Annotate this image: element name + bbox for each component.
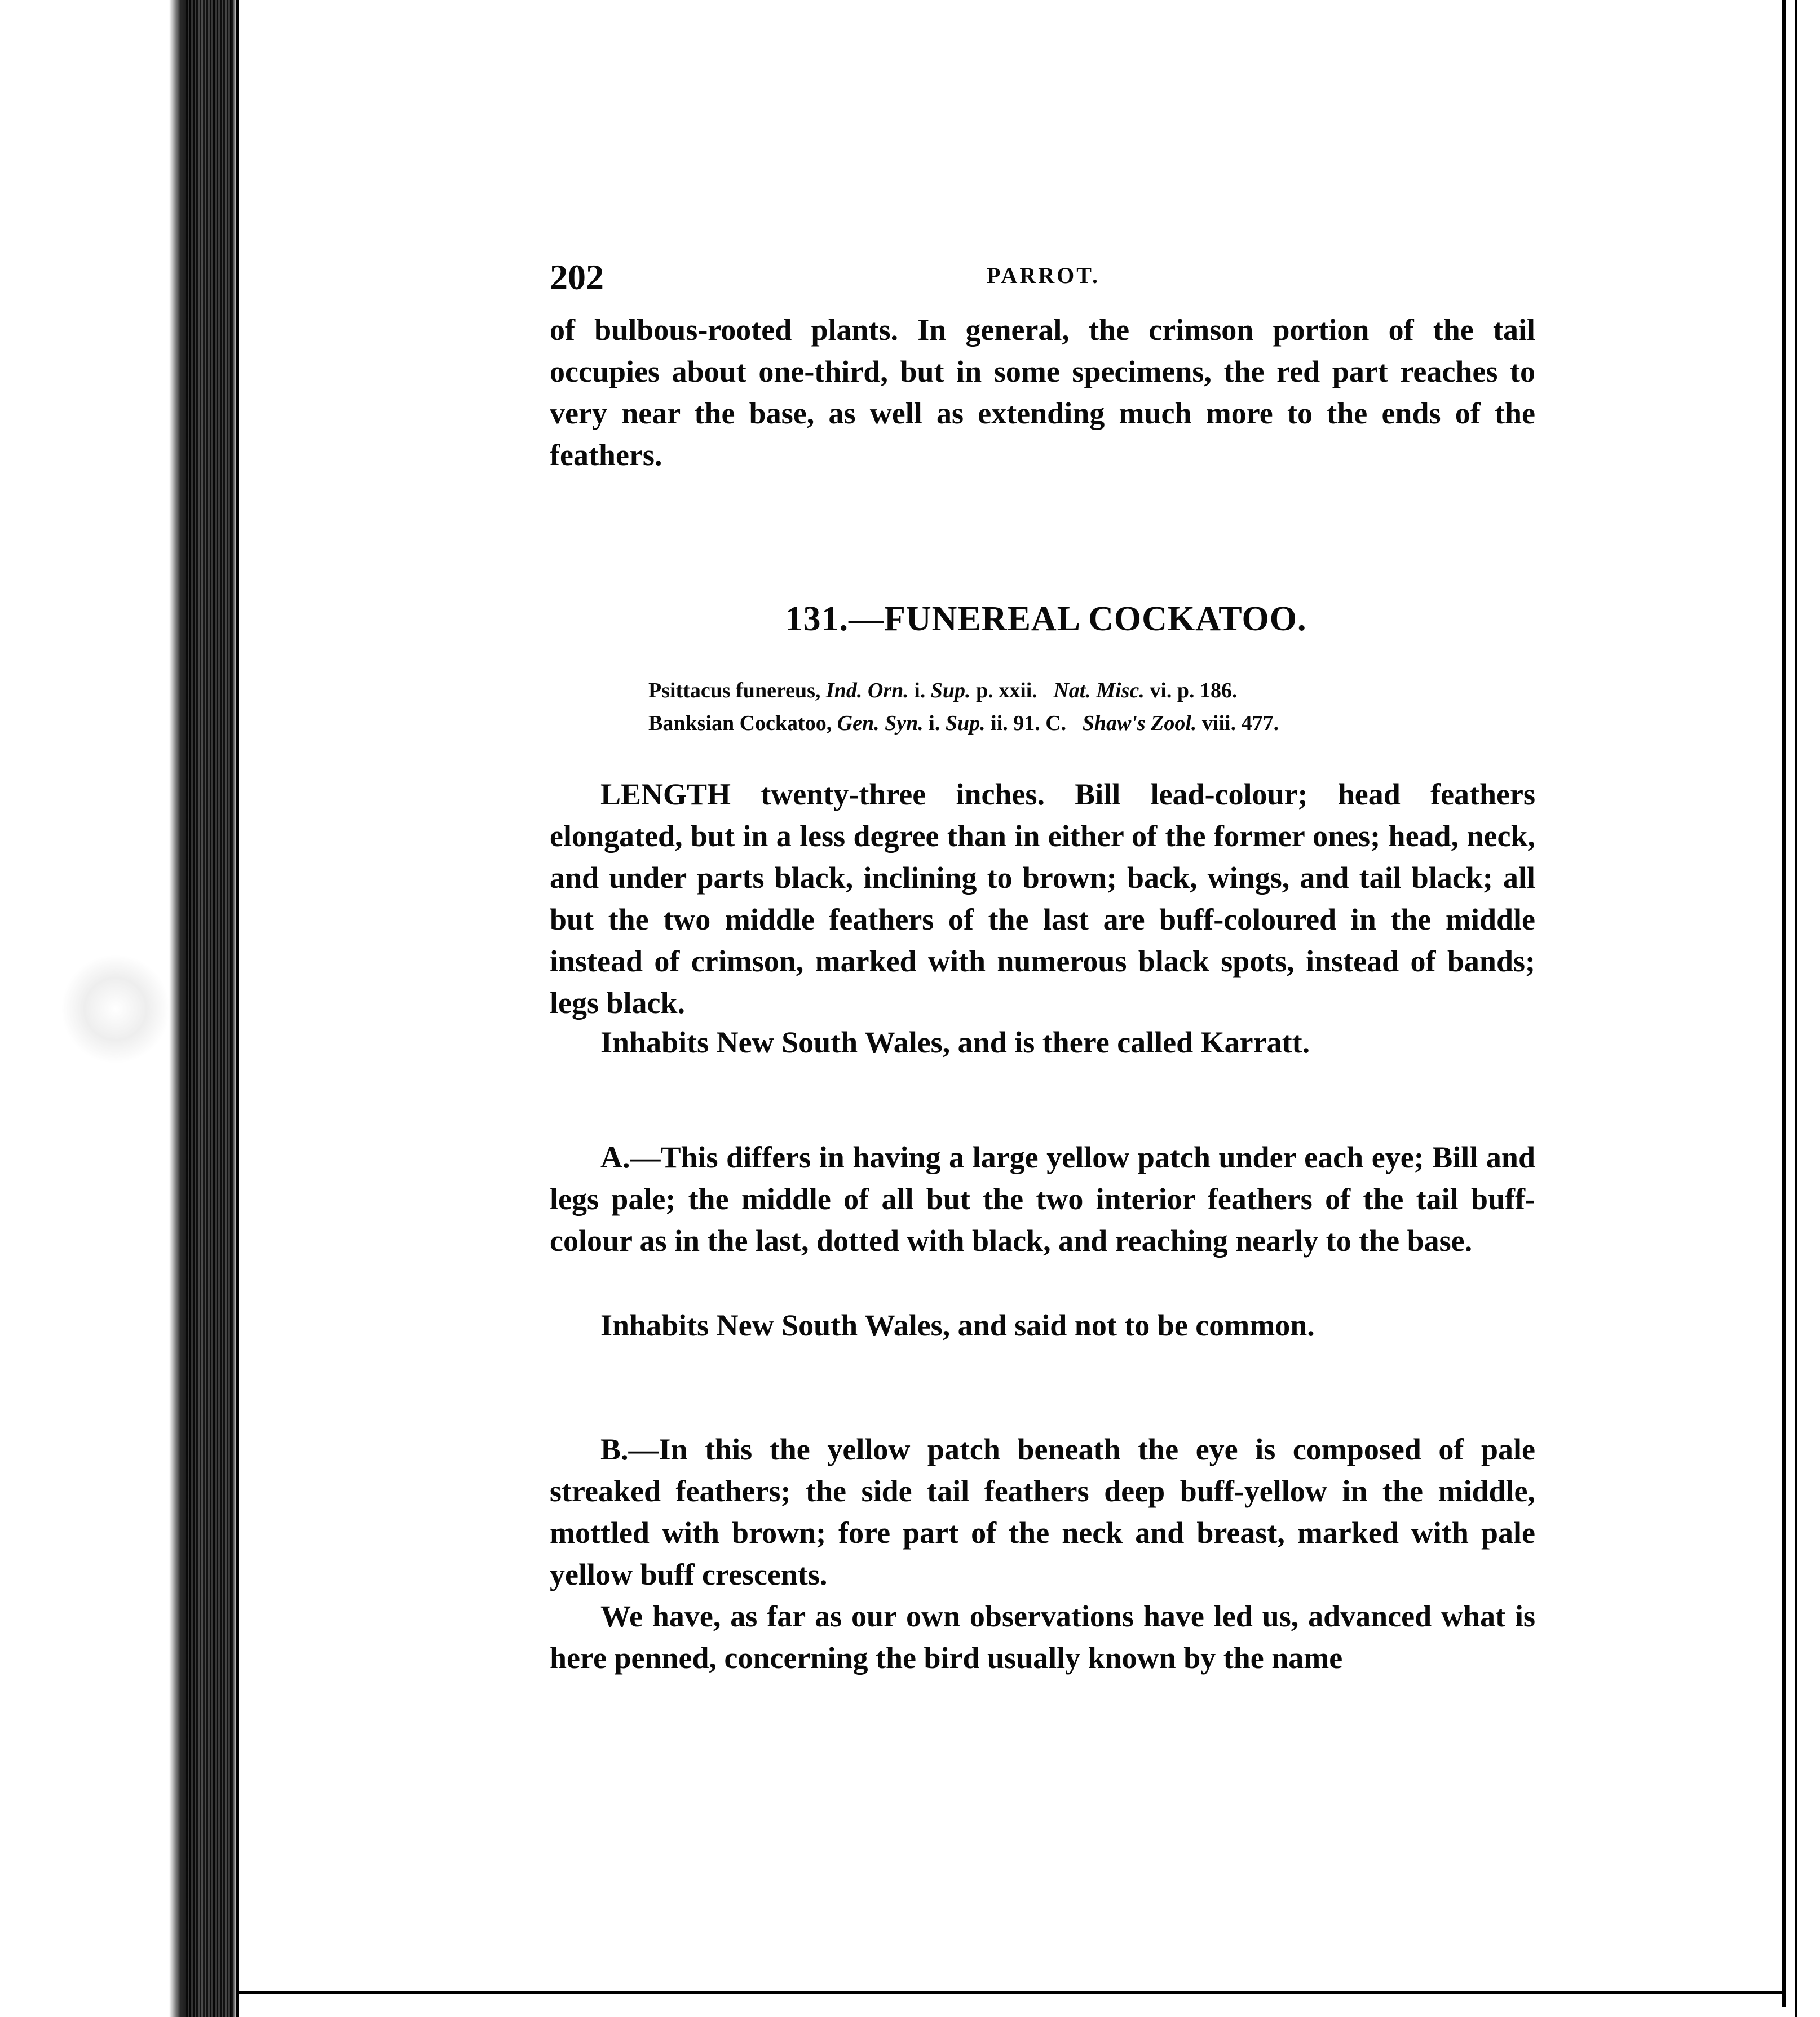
page-number: 202 xyxy=(550,257,604,297)
paragraph-continuation: of bulbous-rooted plants. In general, the crimson portion of the tail occupies about one-third, but in some specimens, the red part reaches to very near the base, as well as extending much more to the ends of the feathers. xyxy=(550,313,1535,472)
page-right-edge xyxy=(1782,0,1786,2007)
synonym-ref: Sup. xyxy=(945,711,986,735)
paragraph-closing: We have, as far as our own observations have led us, advanced what is here penned, concerning the bird usually known by the name xyxy=(550,1599,1535,1675)
synonym-ref: Nat. Misc. xyxy=(1053,679,1145,702)
synonym-ref-detail: i. xyxy=(914,679,926,702)
synonym-ref-detail: vi. p. 186. xyxy=(1150,679,1238,702)
synonym-ref-detail: viii. 477. xyxy=(1201,711,1279,735)
page-bottom-edge xyxy=(237,1991,1786,1994)
paper-stain xyxy=(62,953,169,1065)
section-heading: 131.—FUNEREAL COCKATOO. xyxy=(785,600,1307,638)
paragraph-habitat: Inhabits New South Wales, and is there called Karratt. xyxy=(600,1025,1310,1059)
running-title: PARROT. xyxy=(987,263,1100,288)
paragraph-variety-b: B.—In this the yellow patch beneath the eye is composed of pale streaked feathers; the side tail feathers deep buff-yellow in the middle, mottled with brown; fore part of the neck and breast, marked with pale yellow buff crescents. xyxy=(550,1432,1535,1591)
running-head xyxy=(550,256,1542,302)
page-outer-edge xyxy=(1795,0,1797,2017)
paragraph-variety-a: A.—This differs in having a large yellow patch under each eye; Bill and legs pale; the middle of all but the two interior feathers of the tail buff-colour as in the last, dotted with black, and reaching nearly to the base. xyxy=(550,1140,1535,1258)
synonym-ref-detail: ii. 91. C. xyxy=(991,711,1067,735)
synonym-name: Banksian Cockatoo, xyxy=(648,711,832,735)
book-spine-texture xyxy=(186,0,231,2017)
synonym-ref-detail: p. xxii. xyxy=(976,679,1037,702)
synonym-ref-detail: i. xyxy=(929,711,940,735)
synonym-ref: Ind. Orn. xyxy=(825,679,909,702)
paragraph-habitat-a: Inhabits New South Wales, and said not to be common. xyxy=(600,1308,1315,1342)
synonymy-line-2 xyxy=(648,709,1279,737)
page-left-edge xyxy=(236,0,239,2017)
paragraph-description: LENGTH twenty-three inches. Bill lead-colour; head feathers elongated, but in a less degree than in either of the former ones; head, neck, and under parts black, inclining to brown; back, wings, and tail black; all but the two middle feathers of the last are buff-coloured in the middle instead of crimson, marked with numerous black spots, instead of bands; legs black. xyxy=(550,777,1535,1020)
synonym-ref: Sup. xyxy=(930,679,971,702)
synonym-ref: Shaw's Zool. xyxy=(1082,711,1197,735)
synonymy-line-1 xyxy=(648,676,1238,705)
synonym-ref: Gen. Syn. xyxy=(837,711,924,735)
synonym-name: Psittacus funereus, xyxy=(648,679,821,702)
